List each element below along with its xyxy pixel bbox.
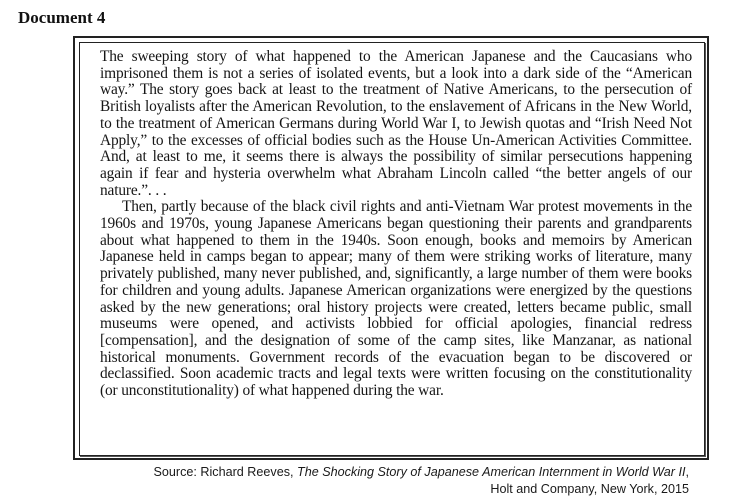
source-prefix: Source: Richard Reeves, xyxy=(153,465,298,479)
source-book-title: The Shocking Story of Japanese American Internment in World War II xyxy=(297,465,686,479)
excerpt-paragraph-1: The sweeping story of what happened to the American Japanese and the Caucasians who imprisoned them is not a series of isolated events, but a look into a dark side of the “American way.” The story goes back at least to the treatment of Native Americans, to the persecution of British loyalists after the American Revolution, to the enslavement of Africans in the New World, to the treatment of American Germans during World War I, to Jewish quotas and “Irish Need Not Apply,” to the excesses of official bodies such as the House Un-American Activities Committee. And, at least to me, it seems there is always the possibility of similar persecutions happening again if fear and hysteria overwhelm what Abraham Lincoln called “the better angels of our nature.”. . . xyxy=(100,48,692,199)
source-citation xyxy=(89,464,689,497)
excerpt-text xyxy=(100,49,692,400)
source-line-1 xyxy=(89,464,689,481)
document-title: Document 4 xyxy=(18,8,106,27)
excerpt-frame xyxy=(73,36,709,460)
excerpt-frame-inner-border xyxy=(79,42,705,456)
excerpt-paragraph-2: Then, partly because of the black civil rights and anti-Vietnam War protest movements in the 1960s and 1970s, young Japanese Americans began questioning their parents and grandparents about what happened to them in the 1940s. Soon enough, books and memoirs by American Japanese held in camps began to appear; many of them were striking works of literature, many privately published, many never published, and, significantly, a large number of them were books for children and young adults. Japanese American organizations were energized by the questions asked by the new generations; oral history projects were created, letters became public, small museums were opened, and activists lobbied for official apologies, financial redress [compensation], and the designation of some of the camp sites, like Manzanar, as national historical monuments. Government records of the evacuation began to be discovered or declassified. Soon academic tracts and legal texts were written focusing on the constitutionality (or unconstitutionality) of what happened during the war. xyxy=(100,198,692,400)
source-title-suffix: , xyxy=(685,465,689,479)
source-publisher: Holt and Company, New York, 2015 xyxy=(490,481,689,496)
